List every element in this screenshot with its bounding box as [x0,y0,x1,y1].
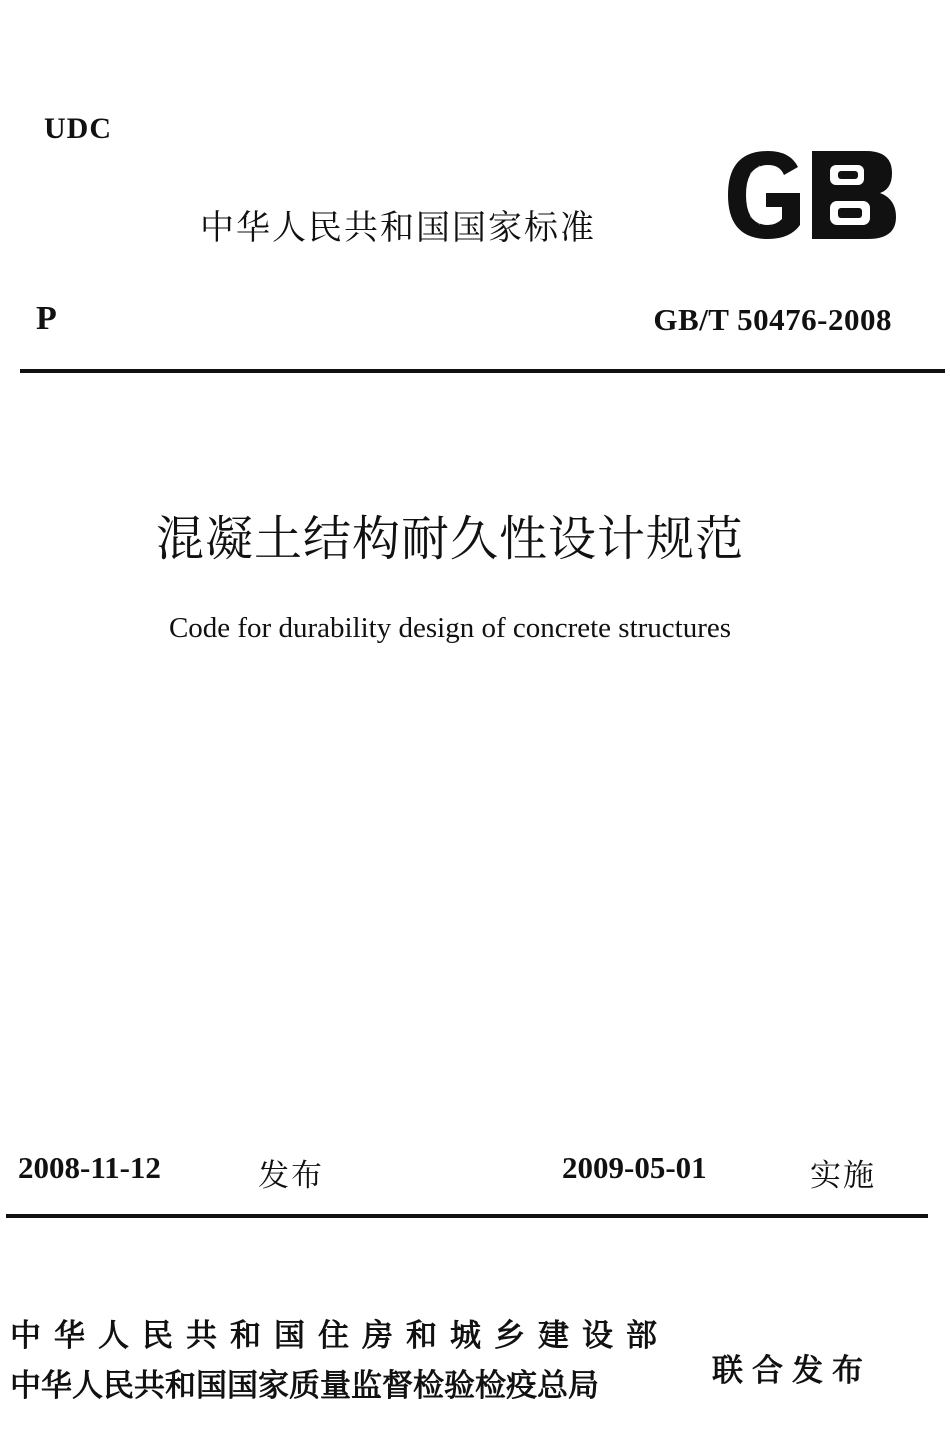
bottom-divider [6,1214,928,1218]
title-chinese: 混凝土结构耐久性设计规范 [155,511,744,567]
issue-label: 发布 [258,1158,324,1194]
implementation-date: 2009-05-01 [562,1150,707,1185]
standard-number: GB/T 50476-2008 [653,302,892,337]
gb-logo-b-letter [812,151,896,239]
top-divider [20,369,945,373]
title-english: Code for durability design of concrete structures [168,612,732,644]
implementation-label: 实施 [810,1158,876,1194]
udc-label: UDC [44,112,112,145]
classification-code: P [36,300,57,337]
gb-logo-icon [720,145,900,245]
issue-date: 2008-11-12 [18,1150,161,1185]
issuer-aqsiq: 中华人民共和国国家质量监督检验检疫总局 [10,1368,599,1404]
joint-issue-label: 联合发布 [712,1353,872,1389]
national-standard-heading: 中华人民共和国国家标准 [200,208,596,248]
issuer-ministry-housing: 中华人民共和国住房和城乡建设部 [10,1318,670,1354]
gb-logo-g-letter [728,151,800,239]
